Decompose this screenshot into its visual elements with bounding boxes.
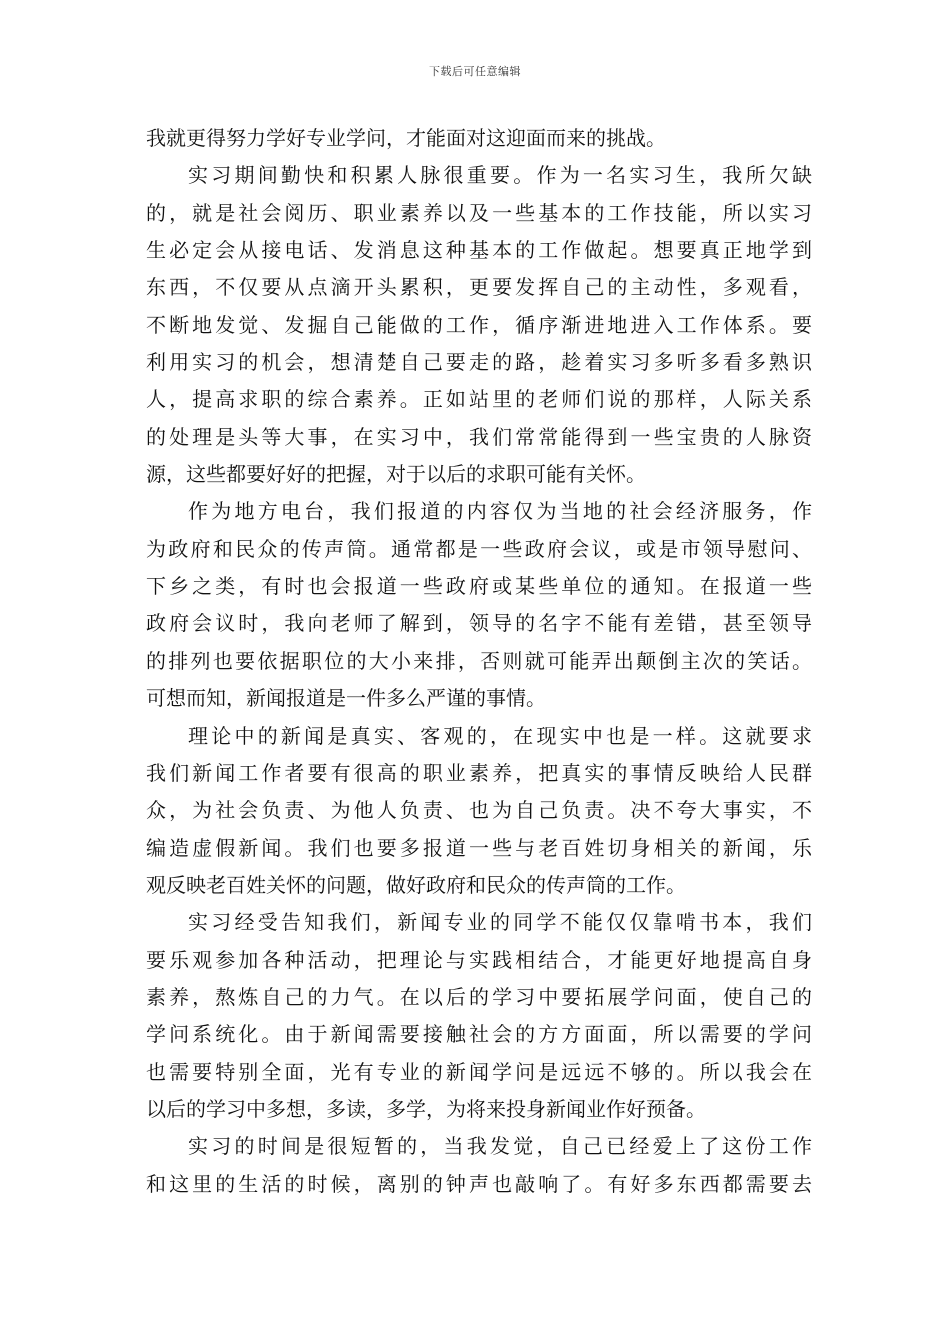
text-line: 利用实习的机会，想清楚自己要走的路，趁着实习多听多看多熟识 [146,350,812,375]
text-line: 我就更得努力学好专业学问，才能面对这迎面而来的挑战。 [146,126,666,150]
text-line: 的排列也要依据职位的大小来排，否则就可能弄出颠倒主次的笑话。 [146,648,812,673]
text-line: 学问系统化。由于新闻需要接触社会的方方面面，所以需要的学问 [146,1022,812,1047]
text-line: 源，这些都要好好的把握，对于以后的求职可能有关怀。 [146,462,646,487]
text-line: 东西，不仅要从点滴开头累积，更要发挥自己的主动性，多观看， [146,275,812,300]
text-line: 为政府和民众的传声筒。通常都是一些政府会议，或是市领导慰问、 [146,536,812,561]
text-line: 实习的时间是很短暂的，当我发觉，自己已经爱上了这份工作 [188,1134,812,1159]
document-body [146,120,812,1203]
text-line: 素养，熬炼自己的力气。在以后的学习中要拓展学问面，使自己的 [146,984,812,1009]
text-line: 生必定会从接电话、发消息这种基本的工作做起。想要真正地学到 [146,238,812,263]
text-line: 可想而知，新闻报道是一件多么严谨的事情。 [146,686,546,711]
text-line: 的处理是头等大事，在实习中，我们常常能得到一些宝贵的人脉资 [146,424,812,449]
text-line: 人，提高求职的综合素养。正如站里的老师们说的那样，人际关系 [146,387,812,412]
text-line: 实习经受告知我们，新闻专业的同学不能仅仅靠啃书本，我们 [188,910,812,935]
text-line: 编造虚假新闻。我们也要多报道一些与老百姓切身相关的新闻，乐 [146,835,812,860]
text-line: 以后的学习中多想，多读，多学，为将来投身新闻业作好预备。 [146,1096,706,1121]
text-line: 理论中的新闻是真实、客观的，在现实中也是一样。这就要求 [188,723,812,748]
text-line: 不断地发觉、发掘自己能做的工作，循序渐进地进入工作体系。要 [146,312,812,337]
text-line: 我们新闻工作者要有很高的职业素养，把真实的事情反映给人民群 [146,760,812,785]
text-line: 观反映老百姓关怀的问题，做好政府和民众的传声筒的工作。 [146,872,686,897]
page-header: 下载后可任意编辑 [429,65,521,78]
text-line: 下乡之类，有时也会报道一些政府或某些单位的通知。在报道一些 [146,574,812,599]
text-line: 众，为社会负责、为他人负责、也为自己负责。决不夸大事实，不 [146,798,812,823]
text-line: 实习期间勤快和积累人脉很重要。作为一名实习生，我所欠缺 [188,163,812,188]
text-line: 的，就是社会阅历、职业素养以及一些基本的工作技能，所以实习 [146,200,812,225]
text-line: 也需要特别全面，光有专业的新闻学问是远远不够的。所以我会在 [146,1059,812,1084]
text-line: 作为地方电台，我们报道的内容仅为当地的社会经济服务，作 [188,499,812,524]
text-line: 要乐观参加各种活动，把理论与实践相结合，才能更好地提高自身 [146,947,812,972]
text-line: 和这里的生活的时候，离别的钟声也敲响了。有好多东西都需要去 [146,1171,812,1196]
text-line: 政府会议时，我向老师了解到，领导的名字不能有差错，甚至领导 [146,611,812,636]
